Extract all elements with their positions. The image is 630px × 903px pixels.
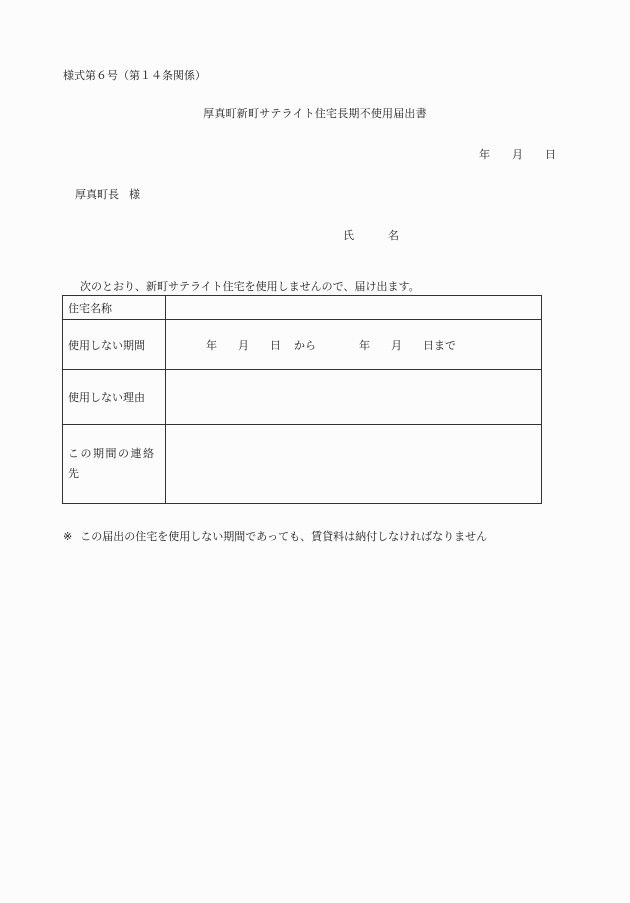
period-start-day: 日 bbox=[270, 338, 281, 352]
addressee-name: 厚真町長 bbox=[75, 188, 119, 201]
table-row bbox=[63, 296, 542, 320]
unused-reason-label: 使用しない理由 bbox=[63, 370, 166, 425]
addressee-honorific: 様 bbox=[129, 188, 140, 201]
intro-text: 次のとおり、新町サテライト住宅を使用しませんので、届け出ます。 bbox=[80, 280, 420, 293]
addressee bbox=[75, 186, 140, 202]
contact-field[interactable] bbox=[166, 425, 542, 504]
date-month-label: 月 bbox=[512, 148, 523, 161]
unused-period-field[interactable] bbox=[166, 320, 542, 370]
period-start-year: 年 bbox=[206, 338, 217, 352]
period-end-month: 月 bbox=[391, 338, 402, 352]
unused-reason-field[interactable] bbox=[166, 370, 542, 425]
contact-label: この期間の連絡先 bbox=[63, 425, 166, 504]
applicant-name-line bbox=[343, 227, 399, 243]
table-row bbox=[63, 320, 542, 370]
housing-name-field[interactable] bbox=[166, 296, 542, 320]
reference-mark: ※ bbox=[63, 530, 73, 543]
document-title: 厚真町新町サテライト住宅長期不使用届出書 bbox=[203, 107, 427, 120]
unused-period-label: 使用しない期間 bbox=[63, 320, 166, 370]
date-day-label: 日 bbox=[545, 148, 556, 161]
form-number: 様式第６号（第１４条関係） bbox=[63, 69, 206, 82]
period-start-month: 月 bbox=[238, 338, 249, 352]
period-end-day-until: 日まで bbox=[423, 338, 456, 352]
footnote bbox=[63, 528, 487, 544]
notification-form-table bbox=[62, 295, 542, 504]
footnote-text: この届出の住宅を使用しない期間であっても、賃貸料は納付しなければなりません bbox=[80, 530, 488, 543]
period-from: から bbox=[294, 338, 316, 352]
date-line bbox=[479, 146, 556, 162]
period-end-year: 年 bbox=[359, 338, 370, 352]
name-shi-label: 氏 bbox=[343, 229, 354, 242]
housing-name-label: 住宅名称 bbox=[63, 296, 166, 320]
table-row bbox=[63, 370, 542, 425]
name-mei-label: 名 bbox=[388, 229, 399, 242]
table-row bbox=[63, 425, 542, 504]
period-line bbox=[166, 337, 536, 353]
date-year-label: 年 bbox=[479, 148, 490, 161]
